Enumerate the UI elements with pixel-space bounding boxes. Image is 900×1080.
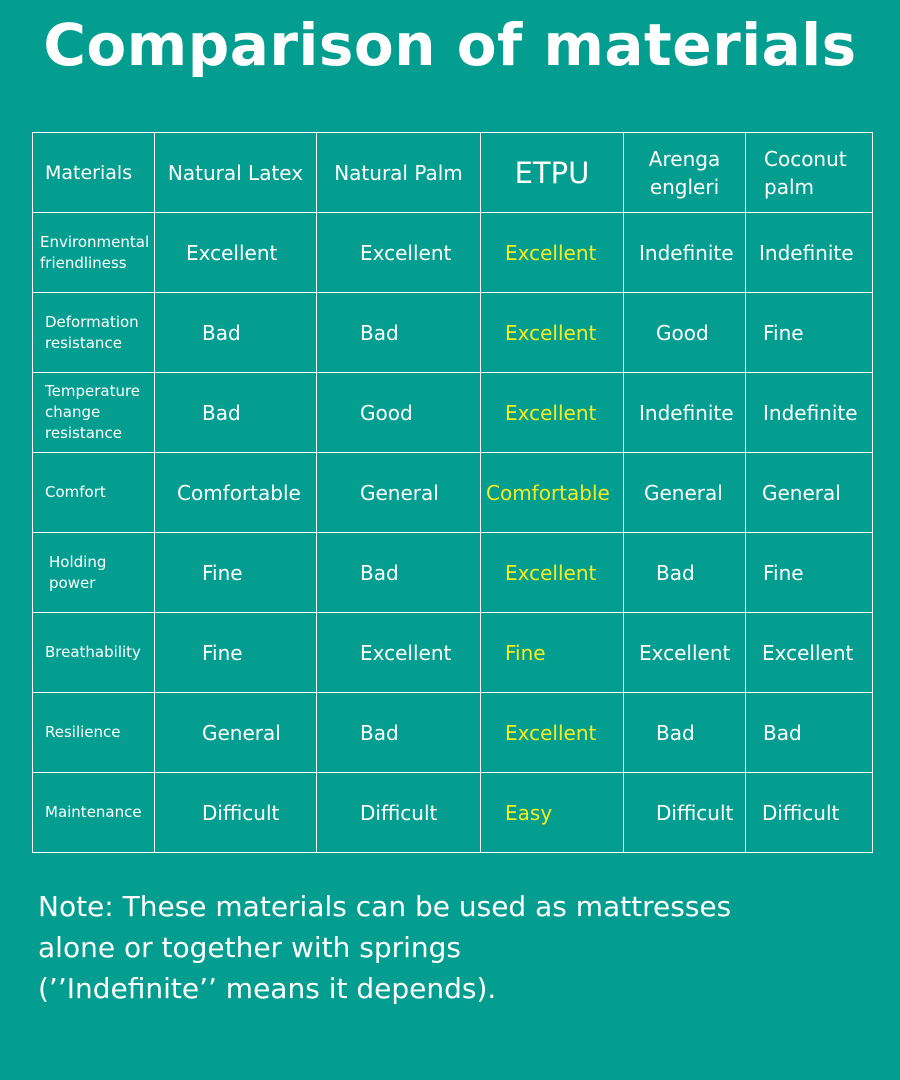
cell-value: Indefinite xyxy=(746,373,873,453)
cell-value: Bad xyxy=(155,293,317,373)
page-title: Comparison of materials xyxy=(43,11,857,79)
cell-value: Excellent xyxy=(624,613,746,693)
header-arenga-engleri: Arenga engleri xyxy=(624,133,746,213)
footnote xyxy=(38,886,868,1009)
cell-value: Easy xyxy=(481,773,624,853)
header-row xyxy=(33,133,873,213)
cell-value: Good xyxy=(624,293,746,373)
table-row xyxy=(33,373,873,453)
row-label-holding-power: Holding power xyxy=(33,533,155,613)
cell-value: Bad xyxy=(317,533,481,613)
cell-value: Excellent xyxy=(481,213,624,293)
cell-value: General xyxy=(155,693,317,773)
cell-value: Bad xyxy=(624,693,746,773)
cell-value: Difficult xyxy=(155,773,317,853)
cell-value: Excellent xyxy=(155,213,317,293)
cell-value: Indefinite xyxy=(624,213,746,293)
cell-value: Indefinite xyxy=(624,373,746,453)
header-etpu: ETPU xyxy=(481,133,624,213)
comparison-table xyxy=(32,132,873,853)
table-row xyxy=(33,773,873,853)
cell-value: Difficult xyxy=(317,773,481,853)
table-row xyxy=(33,453,873,533)
cell-value: General xyxy=(624,453,746,533)
cell-value: Excellent xyxy=(317,613,481,693)
cell-value: Excellent xyxy=(481,693,624,773)
header-coconut-palm: Coconut palm xyxy=(746,133,873,213)
cell-value: Bad xyxy=(317,693,481,773)
row-label-comfort: Comfort xyxy=(33,453,155,533)
cell-value: Fine xyxy=(155,533,317,613)
cell-value: Comfortable xyxy=(481,453,624,533)
table-row xyxy=(33,293,873,373)
cell-value: Excellent xyxy=(746,613,873,693)
cell-value: Excellent xyxy=(317,213,481,293)
cell-value: Fine xyxy=(746,533,873,613)
cell-value: Fine xyxy=(481,613,624,693)
cell-value: Fine xyxy=(155,613,317,693)
table-row xyxy=(33,213,873,293)
cell-value: Difficult xyxy=(624,773,746,853)
cell-value: Excellent xyxy=(481,533,624,613)
row-label-resilience: Resilience xyxy=(33,693,155,773)
cell-value: General xyxy=(746,453,873,533)
cell-value: Indefinite xyxy=(746,213,873,293)
row-label-deformation-resistance: Deformation resistance xyxy=(33,293,155,373)
table-row xyxy=(33,533,873,613)
cell-value: Excellent xyxy=(481,293,624,373)
cell-value: Excellent xyxy=(481,373,624,453)
header-natural-palm: Natural Palm xyxy=(317,133,481,213)
footnote-line-1: Note: These materials can be used as mattresses xyxy=(38,890,732,923)
table-row xyxy=(33,693,873,773)
row-label-breathability: Breathability xyxy=(33,613,155,693)
cell-value: Comfortable xyxy=(155,453,317,533)
cell-value: Bad xyxy=(624,533,746,613)
table-row xyxy=(33,613,873,693)
footnote-line-3: (’’Indefinite’’ means it depends). xyxy=(38,972,497,1005)
header-materials: Materials xyxy=(33,133,155,213)
cell-value: Bad xyxy=(155,373,317,453)
cell-value: Bad xyxy=(317,293,481,373)
footnote-line-2: alone or together with springs xyxy=(38,931,462,964)
cell-value: Good xyxy=(317,373,481,453)
cell-value: Fine xyxy=(746,293,873,373)
row-label-maintenance: Maintenance xyxy=(33,773,155,853)
header-natural-latex: Natural Latex xyxy=(155,133,317,213)
cell-value: General xyxy=(317,453,481,533)
row-label-environmental-friendliness: Environmental friendliness xyxy=(33,213,155,293)
cell-value: Difficult xyxy=(746,773,873,853)
cell-value: Bad xyxy=(746,693,873,773)
row-label-temperature-change-resistance: Temperature change resistance xyxy=(33,373,155,453)
